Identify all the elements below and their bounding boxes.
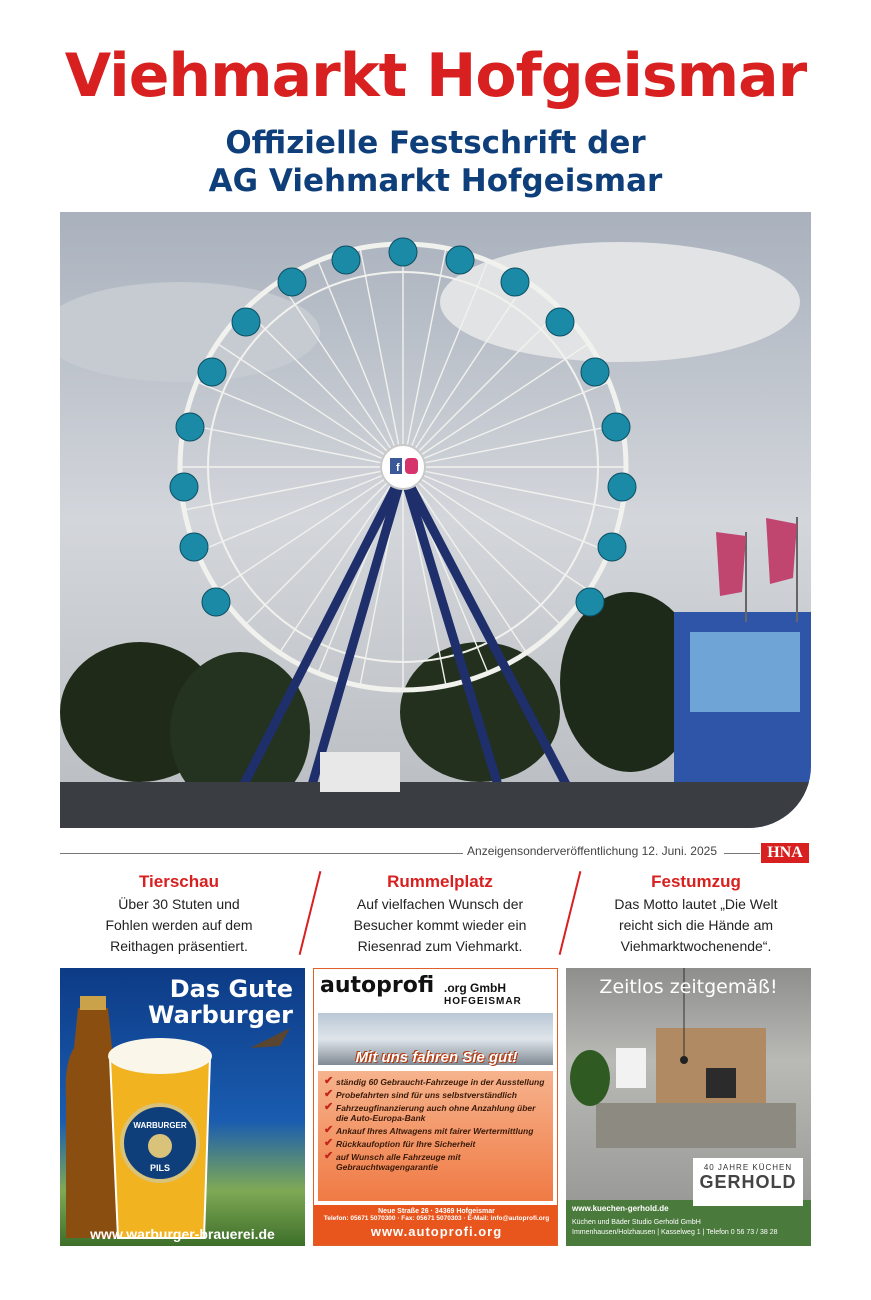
ad-headline: Zeitlos zeitgemäß!	[599, 976, 778, 998]
bottle-cap	[80, 996, 106, 1010]
bird-icon	[250, 1028, 290, 1048]
ad-autoprofi[interactable]	[313, 968, 558, 1246]
hero-photo-ferris-wheel	[60, 212, 811, 828]
subtitle-line-1: Offizielle Festschrift der	[225, 125, 646, 161]
ad-contact: Telefon: 05671 5070300 · Fax: 05671 5070303 · E-Mail: info@autoprofi.org	[323, 1215, 550, 1222]
ad-headline-line: Das Gute	[169, 975, 293, 1003]
ad-address: Immenhausen/Holzhausen | Kasselweg 1 | Telefon 0 56 73 / 38 28	[572, 1229, 778, 1236]
feature-list	[318, 1071, 553, 1201]
teaser-heading: Festumzug	[651, 872, 741, 891]
teaser-line: Viehmarktwochenende“.	[620, 938, 772, 954]
warburger-crest-icon	[148, 1134, 172, 1158]
divider-line	[60, 853, 500, 854]
teaser-line: Über 30 Stuten und	[118, 896, 240, 912]
check-icon: ✔	[324, 1101, 334, 1113]
teaser-line: Riesenrad zum Viehmarkt.	[357, 938, 523, 954]
column-separator	[299, 871, 322, 955]
teaser-tierschau	[64, 872, 294, 957]
ground-crowd	[60, 782, 811, 828]
list-item-text: auf Wunsch alle Fahrzeuge mit Gebrauchtwagengarantie	[336, 1152, 461, 1172]
autoprofi-logo: autoprofi	[320, 973, 435, 998]
publication-notice-row	[60, 843, 811, 863]
kitchen-island	[596, 1103, 796, 1148]
ad-address: Neue Straße 26 · 34369 Hofgeismar	[378, 1208, 495, 1215]
list-item	[324, 1077, 547, 1087]
list-item-text: ständig 60 Gebraucht-Fahrzeuge in der Ausstellung	[336, 1077, 545, 1087]
teaser-heading: Tierschau	[138, 872, 219, 891]
list-item-text: Probefahrten sind für uns selbstverständlich	[336, 1090, 517, 1100]
ad-headline-line: Warburger	[147, 1001, 293, 1029]
list-item-text: Ankauf Ihres Altwagens mit fairer Wertermittlung	[336, 1126, 534, 1136]
instagram-icon	[405, 458, 418, 474]
teaser-line: Auf vielfachen Wunsch der	[356, 896, 524, 912]
ad-url[interactable]: www.kuechen-gerhold.de	[572, 1204, 669, 1213]
teaser-text	[325, 894, 555, 957]
teaser-text	[581, 894, 811, 957]
ad-url[interactable]: www.warburger-brauerei.de	[90, 1226, 275, 1242]
autoprofi-org: .org GmbH	[444, 981, 506, 995]
ad-url[interactable]: www.autoprofi.org	[370, 1224, 503, 1239]
teaser-text	[64, 894, 294, 957]
list-item	[324, 1126, 547, 1136]
beer-bottle	[66, 1008, 119, 1238]
ad-slogan: Mit uns fahren Sie gut!	[355, 1049, 518, 1066]
beer-foam	[108, 1038, 212, 1074]
side-ride-mural	[690, 632, 800, 712]
hub-facebook-letter: f	[396, 462, 400, 474]
list-item	[324, 1139, 547, 1149]
cloud	[440, 242, 800, 362]
list-item-text: Rückkaufoption für Ihre Sicherheit	[336, 1139, 476, 1149]
check-icon: ✔	[324, 1088, 334, 1100]
page-title: Viehmarkt Hofgeismar	[64, 41, 807, 111]
gerhold-wordmark: GERHOLD	[699, 1172, 797, 1192]
check-icon: ✔	[324, 1137, 334, 1149]
wheel-hub	[381, 445, 425, 489]
teaser-line: Fohlen werden auf dem	[105, 917, 253, 933]
check-icon: ✔	[324, 1150, 334, 1162]
flag	[716, 532, 746, 596]
page-subtitle	[0, 124, 871, 200]
ad-company: Küchen und Bäder Studio Gerhold GmbH	[572, 1219, 701, 1226]
check-icon: ✔	[324, 1124, 334, 1136]
plant-icon	[570, 1050, 610, 1106]
flag	[766, 518, 797, 584]
ad-warburger[interactable]	[60, 968, 305, 1246]
gerhold-logo	[693, 1158, 803, 1206]
autoprofi-city: HOFGEISMAR	[444, 996, 522, 1007]
pendant-lamp-shade	[680, 1056, 688, 1064]
ferris-wheel-illustration	[60, 212, 811, 828]
list-item	[324, 1090, 547, 1100]
ad-headline	[148, 976, 293, 1028]
ad-footer	[314, 1205, 558, 1245]
oven	[706, 1068, 736, 1098]
teaser-line: Besucher kommt wieder ein	[353, 917, 527, 933]
teaser-festumzug	[581, 872, 811, 957]
hna-logo: HNA	[761, 843, 809, 863]
teaser-heading: Rummelplatz	[387, 872, 493, 891]
subtitle-line-2: AG Viehmarkt Hofgeismar	[208, 163, 663, 199]
teaser-rummelplatz	[325, 872, 555, 957]
publication-notice: Anzeigensonderveröffentlichung 12. Juni. 2025	[463, 844, 721, 858]
teaser-line: Das Motto lautet „Die Welt	[614, 896, 778, 912]
label-type: PILS	[149, 1163, 171, 1173]
gerhold-anniversary: 40 JAHRE KÜCHEN	[703, 1163, 793, 1172]
list-item	[324, 1152, 547, 1172]
check-icon: ✔	[324, 1075, 334, 1087]
teaser-line: Reithagen präsentiert.	[110, 938, 248, 954]
list-item	[324, 1103, 547, 1123]
label-brand: WARBURGER	[133, 1121, 187, 1130]
wall-print	[616, 1048, 646, 1088]
ad-gerhold[interactable]	[566, 968, 811, 1246]
list-item-text: Fahrzeugfinanzierung auch ohne Anzahlung über die Auto-Europa-Bank	[336, 1103, 536, 1123]
divider-line	[724, 853, 760, 854]
column-separator	[559, 871, 582, 955]
teaser-line: reicht sich die Hände am	[618, 917, 774, 933]
ticket-booth	[320, 752, 400, 792]
